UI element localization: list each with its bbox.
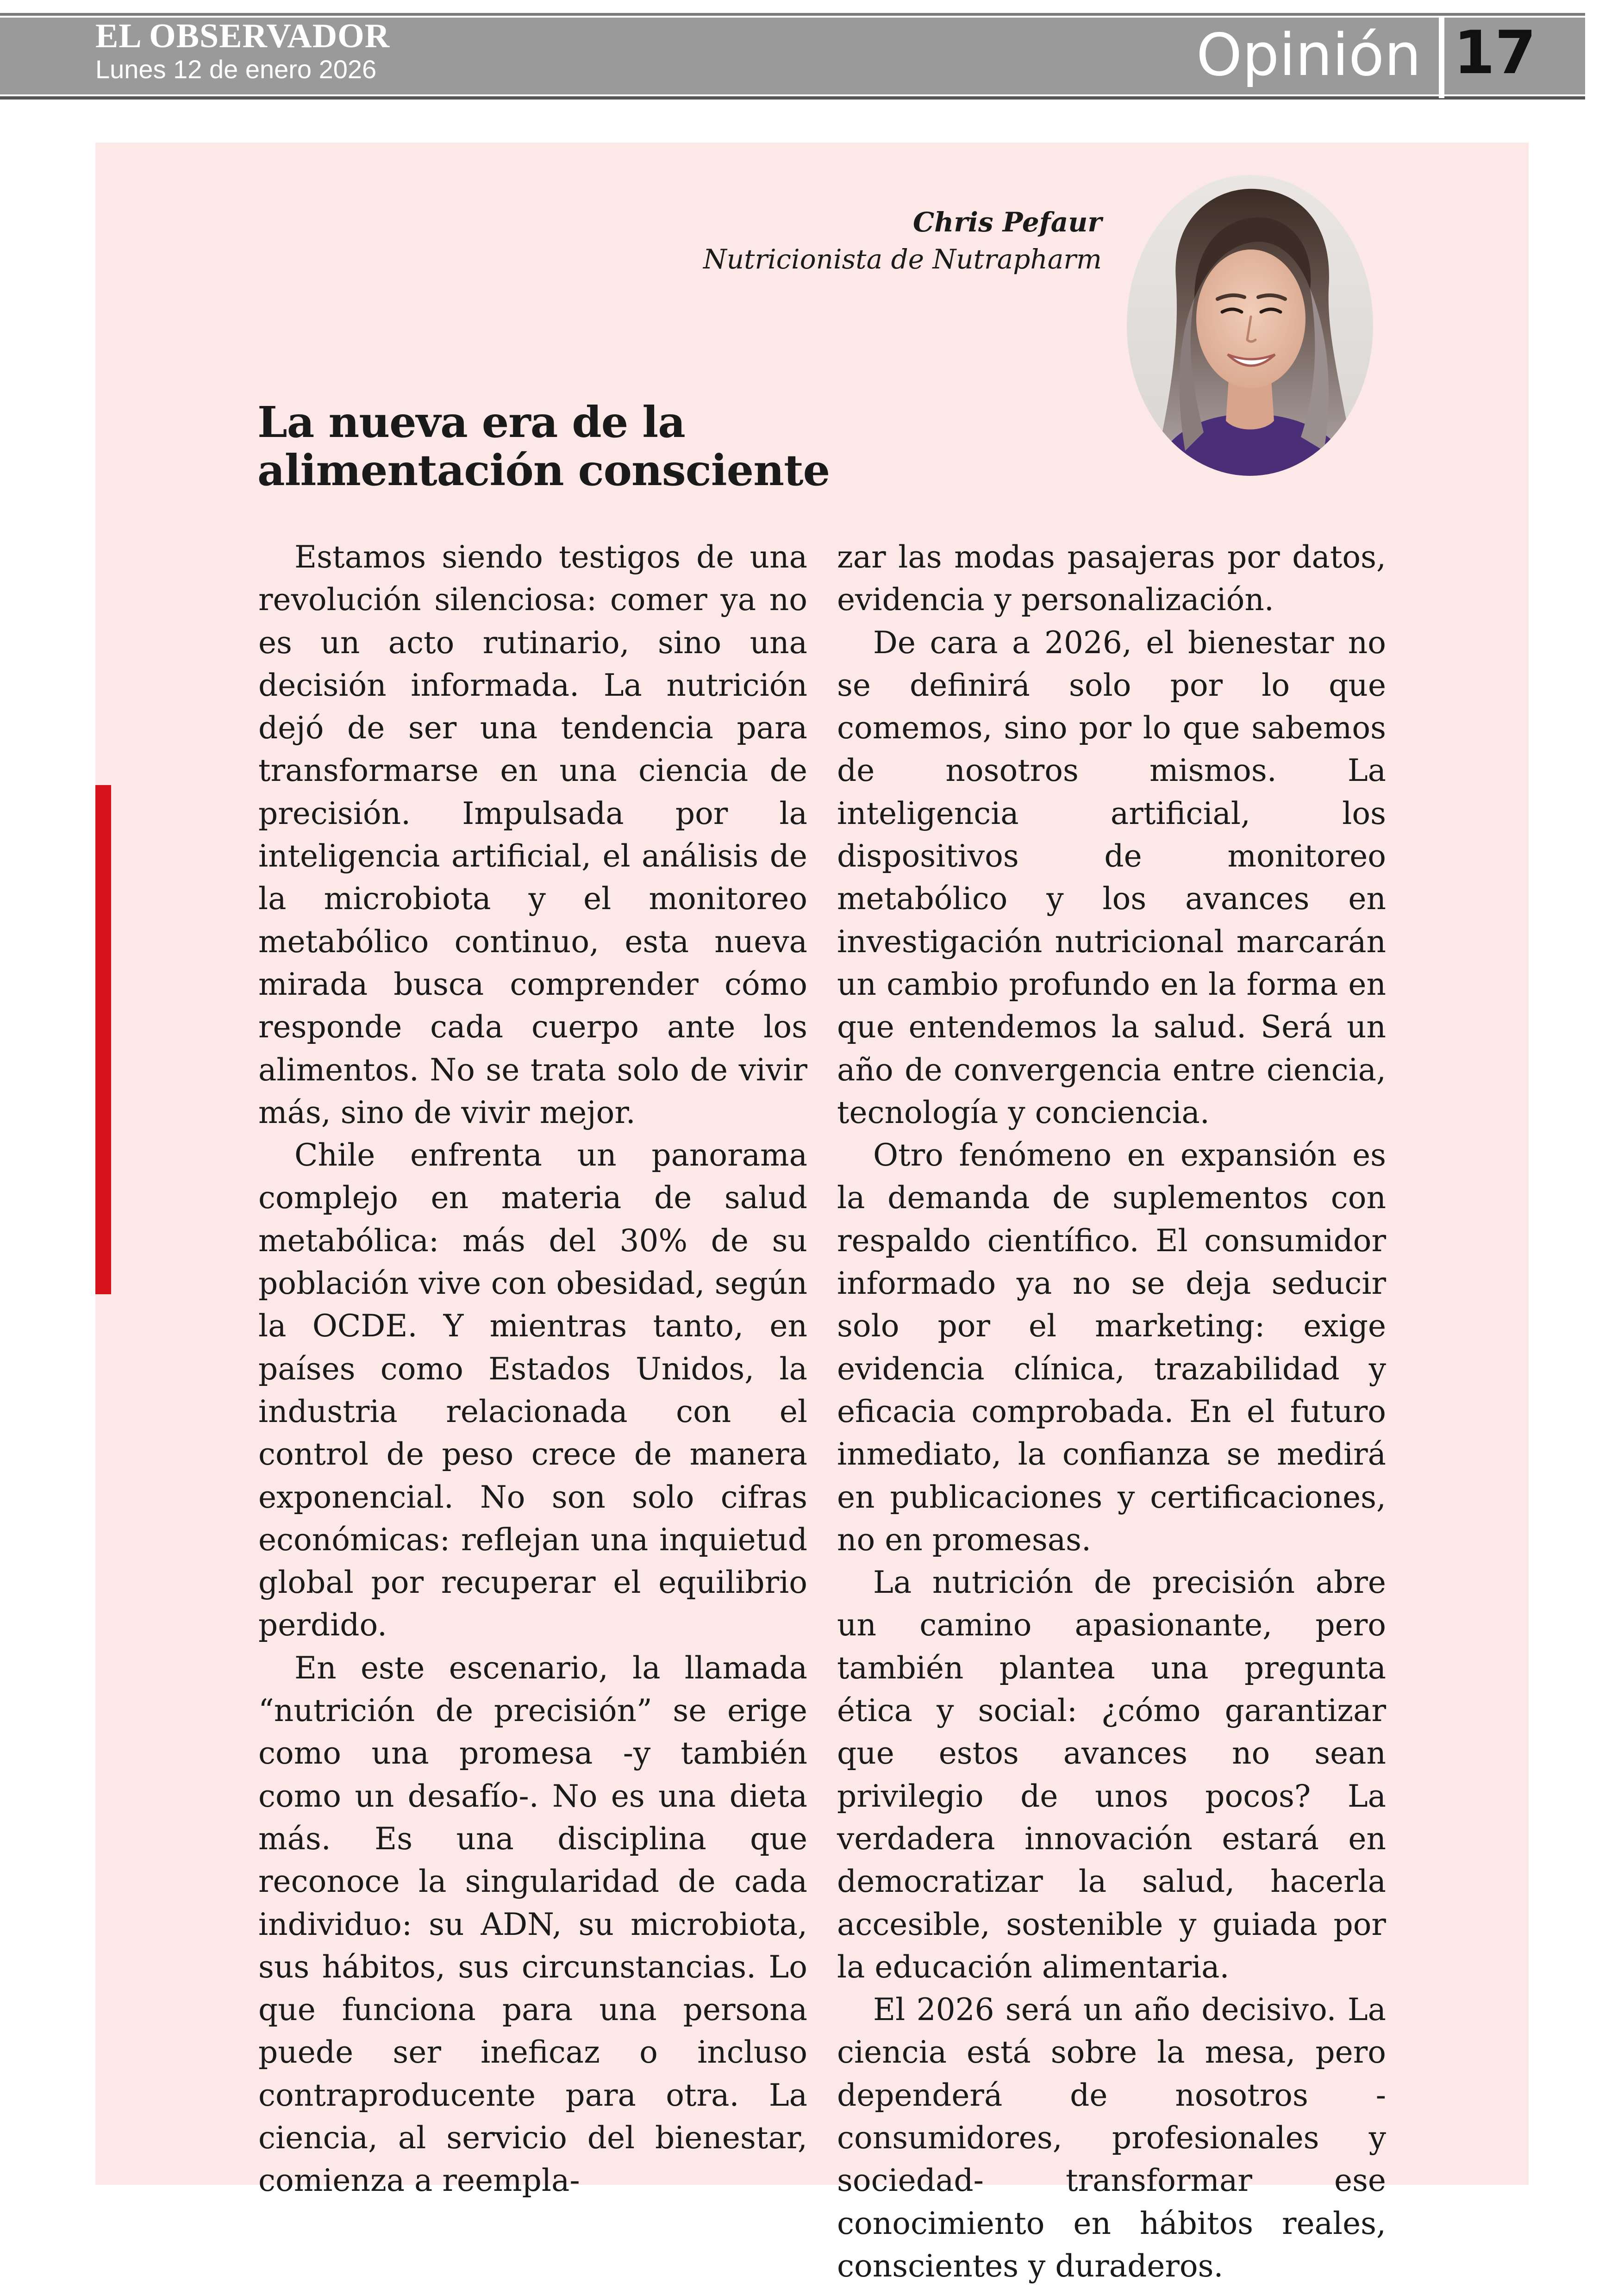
author-portrait (1125, 173, 1375, 478)
author-name: Chris Pefaur (913, 206, 1102, 238)
masthead-top-rule (0, 13, 1585, 16)
article-headline (257, 398, 1044, 494)
page-number-divider (1439, 16, 1444, 98)
article-paragraph: La nutrición de precisión abre un camino apasionante, pero también plantea una pregunta ética y social: ¿cómo garantizar que estos avances no sean privilegio de unos pocos? La verdadera innovación estará en democratizar la salud, hacerla accesible, sostenible y guiada por la educación alimentaria. (837, 1565, 1386, 1985)
article-paragraph: El 2026 será un año decisivo. La ciencia está sobre la mesa, pero dependerá de nosotros -consumidores, profesionales y sociedad- transformar ese conocimiento en hábitos reales, conscientes y duraderos. (837, 1992, 1386, 2284)
article-paragraph: De cara a 2026, el bienestar no se definirá solo por lo que comemos, sino por lo que sabemos de nosotros mismos. La inteligencia artificial, los dispositivos de monitoreo metabólico y los avances en investigación nutricional marcarán un cambio profundo en la forma en que entendemos la salud. Será un año de convergencia entre ciencia, tecnología y conciencia. (837, 624, 1386, 1130)
article-paragraph-continuation: zar las modas pasajeras por datos, evidencia y personalización. (837, 539, 1386, 618)
issue-date: Lunes 12 de enero 2026 (95, 55, 377, 84)
masthead (0, 0, 1585, 98)
article-paragraph: En este escenario, la llamada “nutrición de precisión” se erige como una promesa -y también como un desafío-. No es una dieta más. Es una disciplina que reconoce la singularidad de cada individuo: su ADN, su microbiota, sus hábitos, sus circunstancias. Lo que funciona para una persona puede ser ineficaz o incluso contraproducente para otra. La ciencia, al servicio del bienestar, comienza a reempla- (258, 1650, 807, 2199)
article-paragraph: Estamos siendo testigos de una revolución silenciosa: comer ya no es un acto rutinario, sino una decisión informada. La nutrición dejó de ser una tendencia para transformarse en una ciencia de precisión. Impulsada por la inteligencia artificial, el análisis de la microbiota y el monitoreo metabólico continuo, esta nueva mirada busca comprender cómo responde cada cuerpo ante los alimentos. No se trata solo de vivir más, sino de vivir mejor. (258, 539, 807, 1130)
accent-bar (95, 785, 111, 1294)
newspaper-name: EL OBSERVADOR (95, 17, 390, 55)
article-column-right (837, 536, 1386, 2288)
masthead-bottom-rule (0, 96, 1585, 100)
byline (556, 204, 1102, 278)
headline-line-1: La nueva era de la (257, 397, 685, 447)
author-role: Nutricionista de Nutrapharm (703, 243, 1102, 275)
article-paragraph: Chile enfrenta un panorama complejo en materia de salud metabólica: más del 30% de su población vive con obesidad, según la OCDE. Y mientras tanto, en países como Estados Unidos, la industria relacionada con el control de peso crece de manera exponencial. No son solo cifras económicas: reflejan una inquietud global por recuperar el equilibrio perdido. (258, 1137, 807, 1643)
page-number: 17 (1454, 19, 1537, 87)
article-paragraph: Otro fenómeno en expansión es la demanda de suplementos con respaldo científico. El consumidor informado ya no se deja seducir solo por el marketing: exige evidencia clínica, trazabilidad y eficacia comprobada. En el futuro inmediato, la confianza se medirá en publicaciones y certificaciones, no en promesas. (837, 1137, 1386, 1558)
section-title: Opinión (1196, 21, 1421, 89)
headline-line-2: alimentación consciente (257, 445, 830, 495)
article-column-left (258, 536, 807, 2202)
